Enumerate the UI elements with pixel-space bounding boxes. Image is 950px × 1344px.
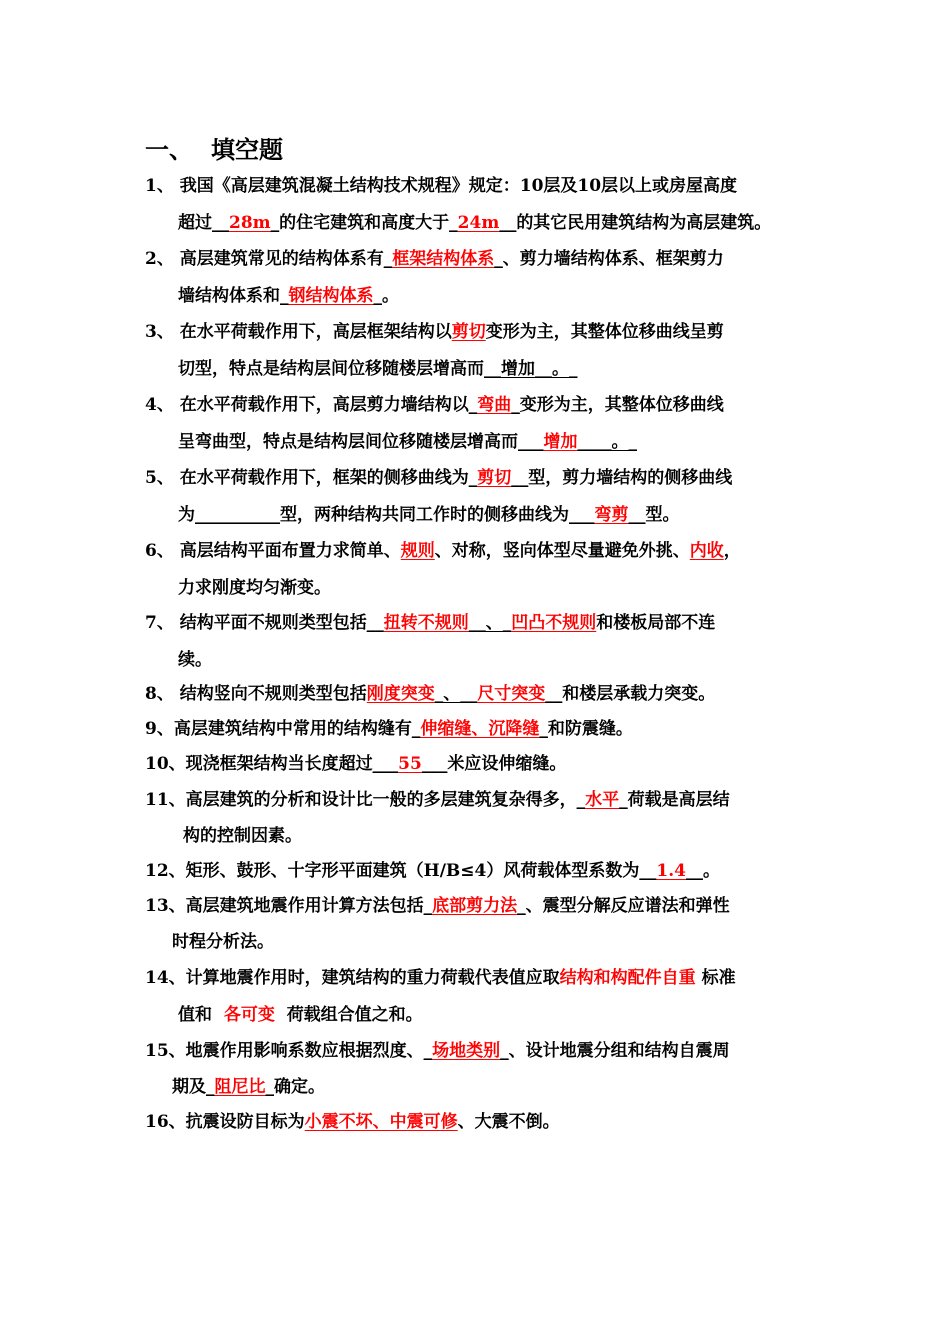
answer-blank: 水平 xyxy=(585,790,620,810)
question-6-line-1: 6、 高层结构平面布置力求简单、规则、对称，竖向体型尽量避免外挑、内收， xyxy=(145,541,741,561)
answer-blank: 规则 xyxy=(400,541,435,561)
answer-blank-empty: __________ xyxy=(195,505,280,525)
answer-blank: 24m xyxy=(457,213,500,233)
answer-blank: 弯曲 xyxy=(477,395,512,415)
question-7-line-2: 续。 xyxy=(178,650,212,670)
answer-blank: 28m xyxy=(229,213,271,233)
answer-blank: 扭转不规则 xyxy=(383,613,469,633)
answer-blank: 55 xyxy=(398,754,422,774)
answer-blank: 凹凸不规则 xyxy=(511,613,597,633)
question-5-line-1: 5、 在水平荷载作用下，框架的侧移曲线为_剪切__型，剪力墙结构的侧移曲线 xyxy=(145,468,733,488)
question-14-line-1: 14、计算地震作用时，建筑结构的重力荷载代表值应取结构和构配件自重 标准 xyxy=(145,968,736,988)
answer-blank: 刚度突变 xyxy=(366,684,435,704)
answer-blank: 增加 xyxy=(543,432,578,452)
answer-blank: 钢结构体系 xyxy=(288,286,374,306)
answer-blank: 阻尼比 xyxy=(214,1077,266,1097)
answer-blank: __增加__。_ xyxy=(484,359,578,379)
section-number: 一、 xyxy=(145,135,193,164)
question-8-line-1: 8、 结构竖向不规则类型包括刚度突变_、__尺寸突变__和楼层承载力突变。 xyxy=(145,684,716,704)
question-1-line-1: 1、 我国《高层建筑混凝土结构技术规程》规定：10层及10层以上或房屋高度 xyxy=(145,176,738,196)
question-13-line-1: 13、高层建筑地震作用计算方法包括_底部剪力法_、震型分解反应谱法和弹性 xyxy=(145,896,730,916)
answer-blank: 剪切 xyxy=(451,322,486,342)
question-2-line-1: 2、 高层建筑常见的结构体系有_框架结构体系_、剪力墙结构体系、框架剪力 xyxy=(145,249,724,269)
question-10-line-1: 10、现浇框架结构当长度超过___55___米应设伸缩缝。 xyxy=(145,754,567,774)
question-7-line-1: 7、 结构平面不规则类型包括__扭转不规则__、_凹凸不规则和楼板局部不连 xyxy=(145,613,716,633)
question-15-line-1: 15、地震作用影响系数应根据烈度、_场地类别_、设计地震分组和结构自震周 xyxy=(145,1041,730,1061)
question-16-line-1: 16、抗震设防目标为小震不坏、中震可修、大震不倒。 xyxy=(145,1112,560,1132)
question-15-line-2: 期及_阻尼比_确定。 xyxy=(172,1077,325,1097)
answer-blank: 场地类别 xyxy=(432,1041,501,1061)
answer-blank: 伸缩缝、沉降缝 xyxy=(420,719,540,739)
section-title: 填空题 xyxy=(211,135,283,164)
question-2-line-2: 墙结构体系和_钢结构体系_。 xyxy=(178,286,399,306)
answer-blank: 弯剪 xyxy=(594,505,629,525)
answer-blank: 底部剪力法 xyxy=(432,896,518,916)
question-6-line-2: 力求刚度均匀渐变。 xyxy=(178,578,331,598)
question-3-line-1: 3、 在水平荷载作用下，高层框架结构以剪切变形为主，其整体位移曲线呈剪 xyxy=(145,322,724,342)
question-3-line-2: 切型，特点是结构层间位移随楼层增高而__增加__。_ xyxy=(178,359,578,379)
question-4-line-1: 4、 在水平荷载作用下，高层剪力墙结构以_弯曲_变形为主，其整体位移曲线 xyxy=(145,395,724,415)
answer-blank: 内收 xyxy=(689,541,724,561)
answer-blank: 小震不坏、中震可修 xyxy=(304,1112,458,1132)
answer-text: 结构和构配件自重 xyxy=(559,968,696,988)
answer-text: 各可变 xyxy=(223,1005,275,1025)
question-11-line-2: 构的控制因素。 xyxy=(183,826,302,846)
question-11-line-1: 11、高层建筑的分析和设计比一般的多层建筑复杂得多，_水平_荷载是高层结 xyxy=(145,790,730,810)
question-9-line-1: 9、高层建筑结构中常用的结构缝有_伸缩缝、沉降缝_和防震缝。 xyxy=(145,719,633,739)
question-12-line-1: 12、矩形、鼓形、十字形平面建筑（H/B≤4）风荷载体型系数为__1.4__。 xyxy=(145,861,720,881)
answer-blank: 1.4 xyxy=(656,861,686,881)
question-13-line-2: 时程分析法。 xyxy=(172,932,274,952)
question-4-line-2: 呈弯曲型，特点是结构层间位移随楼层增高而___增加____。_ xyxy=(178,432,637,452)
question-5-line-2: 为__________型，两种结构共同工作时的侧移曲线为___弯剪__型。 xyxy=(178,505,680,525)
question-1-line-2: 超过__28m_的住宅建筑和高度大于_24m__的其它民用建筑结构为高层建筑。 xyxy=(178,213,772,233)
answer-blank: 尺寸突变 xyxy=(477,684,546,704)
question-14-line-2: 值和 各可变 荷载组合值之和。 xyxy=(178,1005,423,1025)
answer-blank: 框架结构体系 xyxy=(392,249,495,269)
answer-blank: 剪切 xyxy=(477,468,512,488)
section-heading xyxy=(145,130,283,165)
